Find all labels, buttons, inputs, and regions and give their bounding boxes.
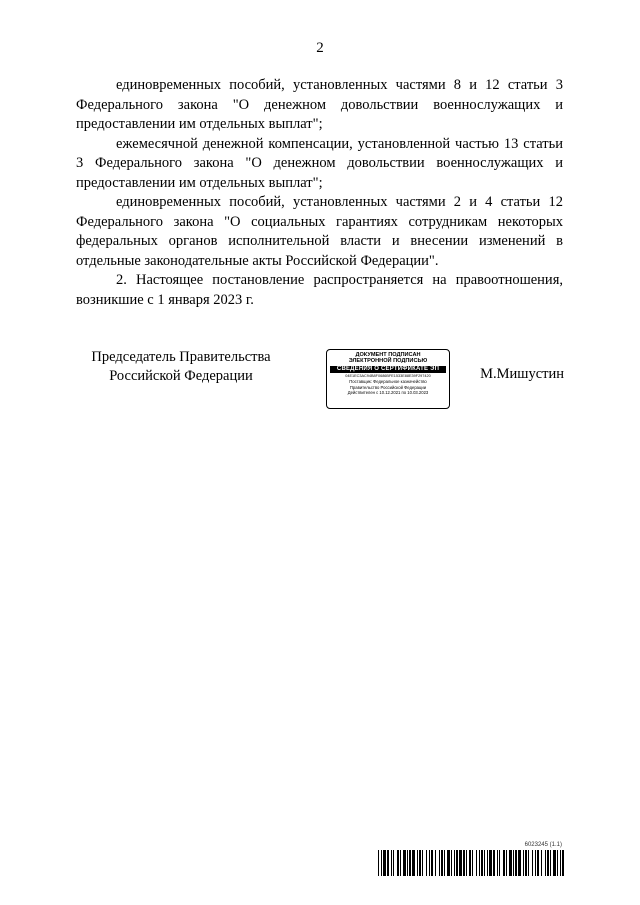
page-number: 2 xyxy=(316,40,324,56)
signer-name: М.Мишустин xyxy=(480,366,564,382)
stamp-validity: Действителен с 10.12.2021 по 10.03.2023 xyxy=(347,389,429,395)
document-body xyxy=(76,76,563,310)
paragraph-monthly-compensation: ежемесячной денежной компенсации, установленной частью 13 статьи 3 Федерального закона "О денежном довольствии военнослужащих и предоставлении им отдельных выплат"; xyxy=(76,135,563,191)
signer-position xyxy=(76,348,286,386)
stamp-heading xyxy=(327,352,449,365)
stamp-serial: 04E1EC3AC94B8F0686BFE1533E88E39F297420 xyxy=(345,374,431,379)
stamp-heading-line1: ДОКУМЕНТ ПОДПИСАН xyxy=(355,352,421,358)
signer-position-line1: Председатель Правительства xyxy=(91,349,271,365)
stamp-issuer-line1: Поставщик: Федеральное казначейство xyxy=(349,379,427,385)
stamp-issuer-line2: Правительство Российской Федерации xyxy=(349,384,427,390)
paragraph-lump-sum-employees: единовременных пособий, установленных частями 2 и 4 статьи 12 Федерального закона "О социальных гарантиях сотрудникам некоторых федеральных органов исполнительной власти и внесении изменений в отдельные законодательные акты Российской Федерации". xyxy=(76,194,563,269)
paragraph-lump-sum-military: единовременных пособий, установленных частями 8 и 12 статьи 3 Федерального закона "О денежном довольствии военнослужащих и предоставлении им отдельных выплат"; xyxy=(76,77,563,132)
barcode-icon xyxy=(378,850,564,876)
paragraph-effective-date: 2. Настоящее постановление распространяется на правоотношения, возникшие с 1 января 2023 г. xyxy=(76,272,563,308)
stamp-heading-line2: ЭЛЕКТРОННОЙ ПОДПИСЬЮ xyxy=(348,358,428,365)
signer-position-line2: Российской Федерации xyxy=(109,368,253,384)
stamp-certificate-banner: СВЕДЕНИЯ О СЕРТИФИКАТЕ ЭП xyxy=(330,366,446,374)
electronic-signature-stamp xyxy=(326,349,450,409)
document-code: 6023245 (1.1) xyxy=(524,842,562,848)
